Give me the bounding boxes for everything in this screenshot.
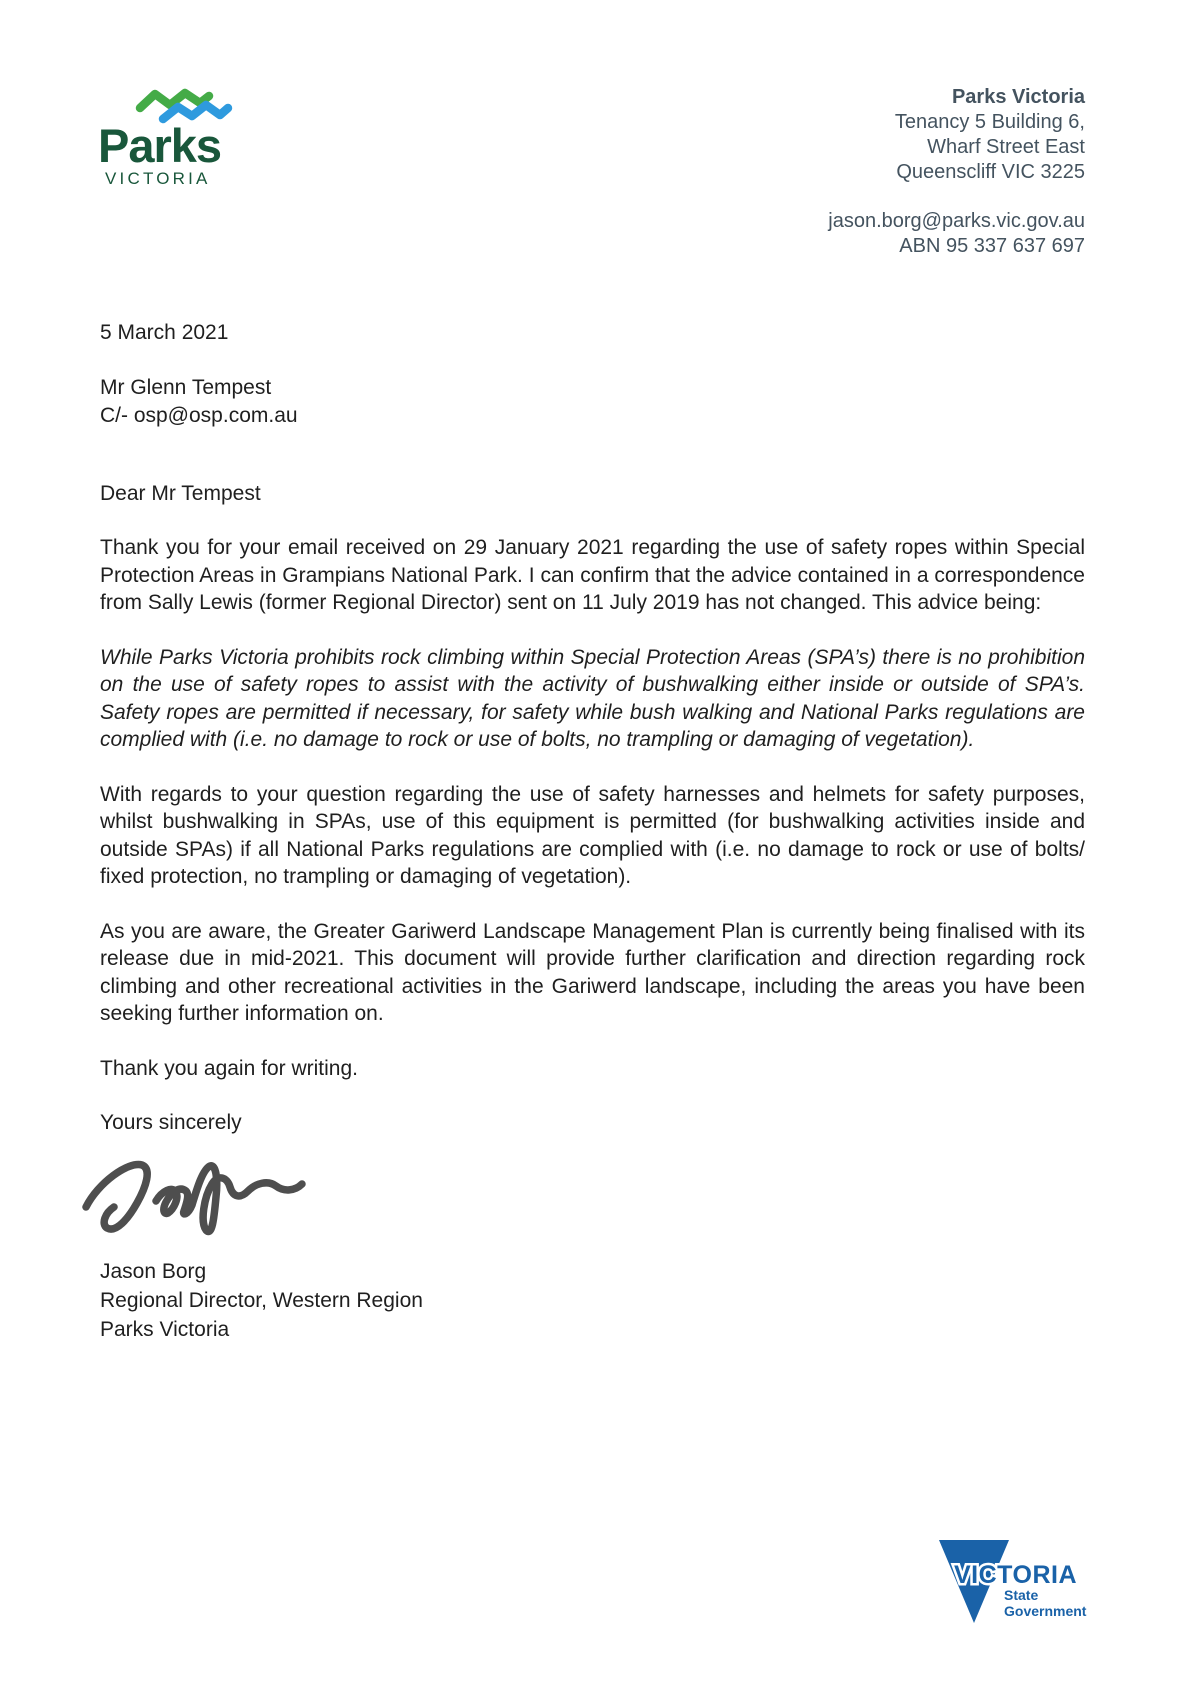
handwritten-signature [78, 1153, 313, 1253]
parks-victoria-logo-graphic [100, 85, 240, 190]
signatory-name: Jason Borg [100, 1259, 207, 1283]
signature-block [100, 1257, 1085, 1344]
letter-body [100, 319, 1085, 1344]
recipient-name: Mr Glenn Tempest [100, 375, 272, 399]
paragraph-management-plan: As you are aware, the Greater Gariwerd Landscape Management Plan is currently being finalised with its release due in mid-2021. This document will provide further clarification and direction regarding rock climbing and other recreational activities in the Gariwerd landscape, including the areas you have been seeking further information on. [100, 919, 1085, 1025]
parks-wordmark: Parks [100, 119, 222, 172]
sender-address-line1: Tenancy 5 Building 6, [894, 111, 1085, 133]
valediction: Yours sincerely [100, 1111, 242, 1134]
victoria-state-government-logo [937, 1537, 1087, 1627]
letterhead [100, 85, 1085, 259]
sender-address-block [828, 85, 1085, 259]
closing-thanks: Thank you again for writing. [100, 1056, 358, 1080]
victoria-logo-text: VICTORIA [954, 1561, 1077, 1589]
victoria-logo-government: Government [1004, 1603, 1087, 1619]
signature-area [100, 1145, 1085, 1257]
signatory-title: Regional Director, Western Region [100, 1288, 423, 1312]
salutation: Dear Mr Tempest [100, 481, 261, 505]
sender-abn: ABN 95 337 637 697 [899, 235, 1085, 257]
paragraph-intro: Thank you for your email received on 29 January 2021 regarding the use of safety ropes within Special Protection Areas in Grampians National Park. I can confirm that the advice contained in a correspondence from Sally Lewis (former Regional Director) sent on 11 July 2019 has not changed. This advice being: [100, 536, 1085, 614]
letter-date: 5 March 2021 [100, 321, 229, 344]
recipient-block [100, 374, 1085, 430]
paragraph-harness: With regards to your question regarding the use of safety harnesses and helmets for safety purposes, whilst bushwalking in SPAs, use of this equipment is permitted (for bushwalking activities inside and outside SPAs) if all National Parks regulations are complied with (i.e. no damage to rock or use of bolts/ fixed protection, no trampling or damaging of vegetation). [100, 782, 1085, 888]
sender-address-line3: Queenscliff VIC 3225 [896, 161, 1085, 183]
parks-victoria-logo [100, 85, 240, 195]
mountain-zigzag-blue-icon [163, 105, 228, 119]
paragraph-quoted-advice: While Parks Victoria prohibits rock climbing within Special Protection Areas (SPA’s) there is no prohibition on the use of safety ropes to assist with the activity of bushwalking either inside or outside of SPA’s. Safety ropes are permitted if necessary, for safety while bush walking and National Parks regulations are complied with (i.e. no damage to rock or use of bolts, no trampling or damaging of vegetation). [100, 645, 1085, 751]
sender-org-name: Parks Victoria [951, 86, 1085, 108]
sender-address-line2: Wharf Street East [927, 136, 1085, 158]
victoria-logo-graphic [937, 1537, 1087, 1627]
recipient-care-of: C/- osp@osp.com.au [100, 403, 298, 427]
signatory-org: Parks Victoria [100, 1317, 230, 1341]
victoria-wordmark: VICTORIA [105, 169, 211, 188]
sender-email: jason.borg@parks.vic.gov.au [828, 210, 1085, 232]
victoria-logo-state: State [1004, 1587, 1039, 1603]
